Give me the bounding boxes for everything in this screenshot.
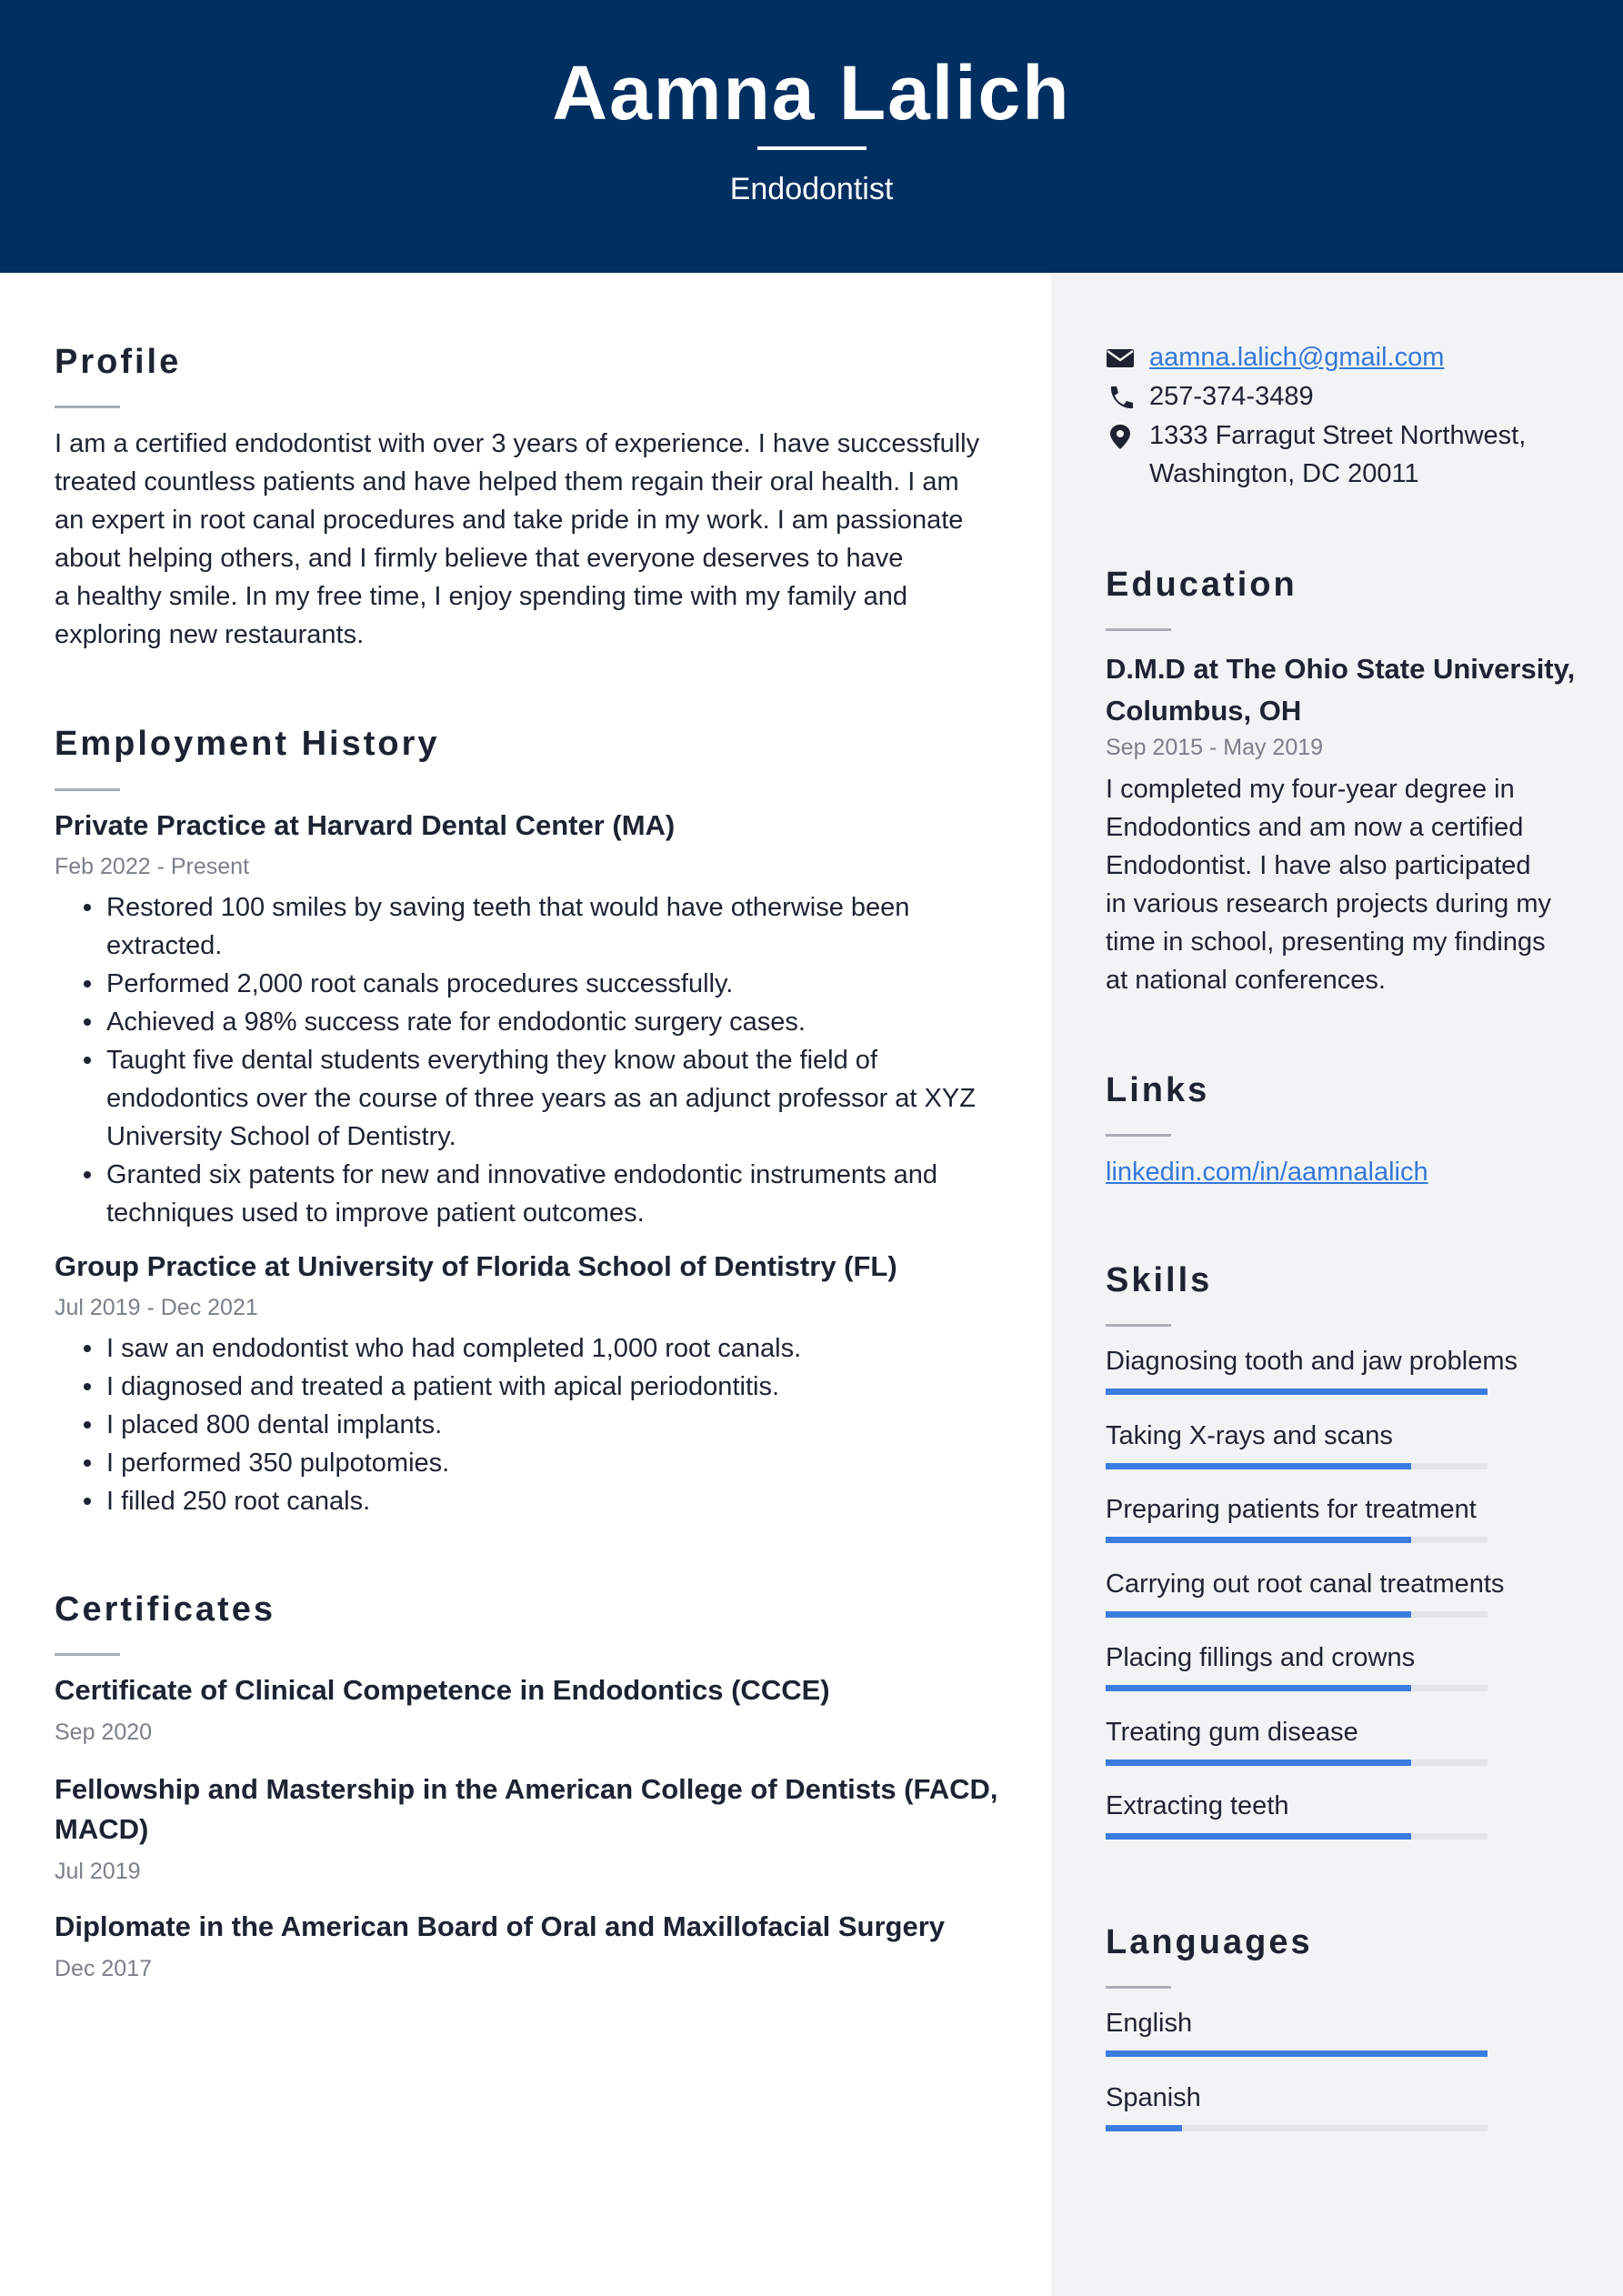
list-item: I placed 800 dental implants. bbox=[55, 1406, 1037, 1444]
phone-icon bbox=[1106, 385, 1135, 410]
job-bullets bbox=[55, 888, 1037, 1232]
profile-line: an expert in root canal procedures and take pride in my work. I am passionate bbox=[55, 506, 964, 535]
list-item: Granted six patents for new and innovative endodontic instruments and techniques used to improve patient outcomes. bbox=[55, 1156, 1037, 1232]
skill-label: Carrying out root canal treatments bbox=[1106, 1569, 1505, 1599]
skill-label: Treating gum disease bbox=[1106, 1717, 1358, 1747]
map-pin-icon bbox=[1106, 424, 1135, 449]
language-level-fill bbox=[1106, 2125, 1182, 2131]
email-link[interactable]: aamna.lalich@gmail.com bbox=[1149, 343, 1445, 372]
languages-section-title: Languages bbox=[1106, 1923, 1313, 1961]
language-level-fill bbox=[1106, 2050, 1488, 2057]
links-divider bbox=[1106, 1134, 1171, 1137]
profile-line: a healthy smile. In my free time, I enjoy spending time with my family and bbox=[55, 582, 908, 611]
skill-level-fill bbox=[1106, 1389, 1488, 1395]
resume-header bbox=[0, 0, 1623, 273]
skill-level-fill bbox=[1106, 1463, 1411, 1469]
skill-level-fill bbox=[1106, 1833, 1411, 1840]
skill-level-bar bbox=[1106, 1389, 1488, 1395]
list-item: Taught five dental students everything they know about the field of endodontics over the course of three years as an adjunct professor at XYZ University School of Dentistry. bbox=[55, 1041, 1037, 1156]
header-divider bbox=[757, 146, 867, 150]
list-item: I filled 250 root canals. bbox=[55, 1482, 1037, 1520]
skill-level-bar bbox=[1106, 1833, 1488, 1840]
skill-level-bar bbox=[1106, 1760, 1488, 1766]
skill-label: Taking X-rays and scans bbox=[1106, 1420, 1393, 1450]
linkedin-row bbox=[1106, 1153, 1428, 1191]
linkedin-link[interactable]: linkedin.com/in/aamnalalich bbox=[1106, 1158, 1428, 1187]
certificates-divider bbox=[55, 1653, 120, 1656]
skill-label: Diagnosing tooth and jaw problems bbox=[1106, 1347, 1518, 1376]
list-item: Achieved a 98% success rate for endodontic surgery cases. bbox=[55, 1003, 1037, 1041]
list-item: Restored 100 smiles by saving teeth that would have otherwise been extracted. bbox=[55, 888, 1037, 965]
employment-section-title: Employment History bbox=[55, 725, 440, 763]
candidate-name: Aamna Lalich bbox=[552, 50, 1071, 135]
links-section-title: Links bbox=[1106, 1071, 1210, 1109]
education-dates: Sep 2015 - May 2019 bbox=[1106, 735, 1324, 760]
education-section-title: Education bbox=[1106, 566, 1297, 604]
skill-level-bar bbox=[1106, 1685, 1488, 1691]
list-item: Performed 2,000 root canals procedures successfully. bbox=[55, 965, 1037, 1003]
job-bullets bbox=[55, 1329, 1037, 1520]
profile-section-title: Profile bbox=[55, 343, 182, 381]
contact-phone bbox=[1106, 377, 1597, 416]
skill-level-fill bbox=[1106, 1537, 1411, 1543]
language-level-bar bbox=[1106, 2050, 1488, 2057]
contact-email bbox=[1106, 338, 1597, 376]
skill-level-bar bbox=[1106, 1611, 1488, 1618]
skill-level-fill bbox=[1106, 1685, 1411, 1691]
education-description: I completed my four-year degree in Endodontics and am now a certified Endodontist. I have also participated in various research projects during my time in school, presenting my findings at national conferences. bbox=[1106, 775, 1551, 995]
skill-label: Preparing patients for treatment bbox=[1106, 1495, 1477, 1524]
phone-number: 257-374-3489 bbox=[1149, 382, 1314, 411]
profile-line: I am a certified endodontist with over 3 years of experience. I have successfully bbox=[55, 429, 980, 458]
skill-level-bar bbox=[1106, 1537, 1488, 1543]
profile-line: about helping others, and I firmly believe that everyone deserves to have bbox=[55, 544, 904, 573]
skills-divider bbox=[1106, 1324, 1171, 1327]
contact-address bbox=[1106, 416, 1597, 493]
list-item: I diagnosed and treated a patient with apical periodontitis. bbox=[55, 1368, 1037, 1406]
certificates-section-title: Certificates bbox=[55, 1590, 276, 1629]
languages-divider bbox=[1106, 1986, 1171, 1989]
skill-level-bar bbox=[1106, 1463, 1488, 1469]
list-item: I saw an endodontist who had completed 1,000 root canals. bbox=[55, 1329, 1037, 1368]
education-degree: D.M.D at The Ohio State University, Columbus, OH bbox=[1106, 653, 1576, 727]
profile-summary bbox=[55, 425, 1018, 654]
skill-level-fill bbox=[1106, 1760, 1411, 1766]
certificate-date: Sep 2020 bbox=[55, 1719, 153, 1745]
certificate-date: Jul 2019 bbox=[55, 1859, 141, 1884]
envelope-icon bbox=[1106, 346, 1135, 371]
profile-line: exploring new restaurants. bbox=[55, 620, 365, 649]
address: 1333 Farragut Street Northwest, Washington, DC 20011 bbox=[1149, 421, 1527, 488]
certificate-title: Diplomate in the American Board of Oral and Maxillofacial Surgery bbox=[55, 1910, 946, 1942]
employment-divider bbox=[55, 788, 120, 791]
job-title: Private Practice at Harvard Dental Center (MA) bbox=[55, 809, 676, 841]
job-title: Group Practice at University of Florida School of Dentistry (FL) bbox=[55, 1250, 897, 1282]
skill-level-fill bbox=[1106, 1611, 1411, 1618]
skill-label: Placing fillings and crowns bbox=[1106, 1643, 1416, 1672]
profile-divider bbox=[55, 406, 120, 408]
language-level-bar bbox=[1106, 2125, 1488, 2131]
certificate-date: Dec 2017 bbox=[55, 1956, 153, 1981]
language-label: English bbox=[1106, 2009, 1193, 2038]
skills-section-title: Skills bbox=[1106, 1261, 1213, 1299]
job-dates: Feb 2022 - Present bbox=[55, 854, 250, 879]
certificate-title: Fellowship and Mastership in the American College of Dentists (FACD, MACD) bbox=[55, 1773, 998, 1845]
skill-label: Extracting teeth bbox=[1106, 1791, 1289, 1820]
profile-line: treated countless patients and have helped them regain their oral health. I am bbox=[55, 467, 959, 496]
language-label: Spanish bbox=[1106, 2083, 1201, 2112]
education-divider bbox=[1106, 628, 1171, 631]
certificate-title: Certificate of Clinical Competence in Endodontics (CCCE) bbox=[55, 1674, 830, 1706]
job-dates: Jul 2019 - Dec 2021 bbox=[55, 1295, 258, 1320]
candidate-role: Endodontist bbox=[729, 172, 894, 206]
list-item: I performed 350 pulpotomies. bbox=[55, 1444, 1037, 1482]
